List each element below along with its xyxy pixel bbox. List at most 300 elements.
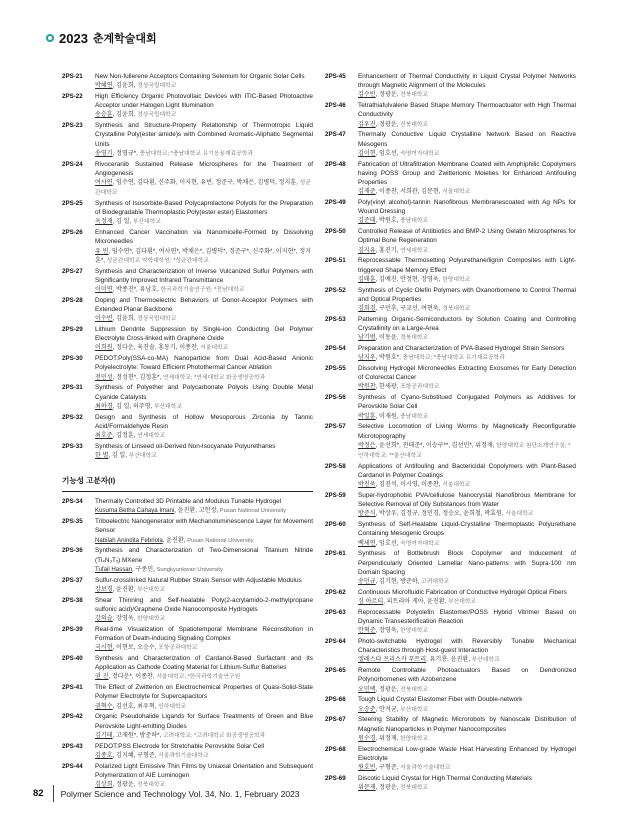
coauthors: , 박종진*, 유남호,: [112, 286, 161, 294]
abstract-authors: [95, 217, 313, 227]
coauthors: , 피트리아 게아, 윤진환,: [383, 598, 449, 606]
first-author: 이희원: [95, 344, 113, 352]
affiliation: 전북대학교: [400, 686, 429, 693]
coauthors: , 한세광,: [375, 383, 401, 391]
abstract-number: 2PS-43: [62, 742, 83, 750]
first-author: 김상희: [95, 781, 113, 789]
abstract-body: [95, 442, 313, 461]
coauthors: , 홍진기,: [375, 246, 401, 254]
affiliation: 포항공과대학교: [158, 645, 198, 652]
abstract-number: 2PS-22: [62, 93, 83, 100]
abstract-body: [358, 160, 576, 198]
abstract-body: [358, 198, 576, 227]
first-author: 원수경: [358, 734, 376, 742]
abstract-authors: [95, 81, 313, 91]
abstract-number: 2PS-25: [62, 200, 83, 208]
abstract-number: 2PS-31: [62, 384, 83, 392]
abstract-entry: [62, 413, 313, 442]
abstract-title: Discotic Liquid Crystal for High Thermal Conducting Materials: [358, 774, 532, 782]
coauthors: , 임호선,: [375, 539, 401, 547]
first-author: 김이현: [358, 149, 376, 157]
first-author: 김재준: [358, 188, 376, 196]
abstract-number: 2PS-44: [62, 762, 83, 770]
abstract-body: [358, 72, 576, 101]
coauthors: , 박원호*,: [375, 354, 403, 362]
coauthors: , 정다운, 육진솔, 홍동기, 이종찬,: [112, 344, 201, 352]
abstract-authors: [95, 585, 313, 595]
abstract-number: 2PS-55: [325, 365, 346, 373]
abstract-number: 2PS-67: [325, 716, 346, 724]
coauthors: , 장영욱,: [112, 615, 138, 623]
abstract-authors: [358, 763, 576, 773]
footer-divider: [53, 785, 54, 802]
abstract-body: [95, 413, 313, 442]
abstract-body: [358, 666, 576, 695]
abstract-authors: [358, 734, 576, 744]
abstract-title: Real-time Visualization of Spatiotemporal Membrane Reconstitution in Formation of Death-inducing Signaling Complex: [95, 625, 313, 643]
abstract-authors: [358, 783, 576, 793]
abstract-body: [358, 520, 576, 549]
first-author: 송승훈: [95, 111, 113, 119]
abstract-authors: [358, 275, 576, 285]
abstract-authors: [95, 731, 313, 741]
affiliation: 경북대학교: [400, 335, 429, 342]
abstract-entry: [325, 608, 576, 637]
abstract-entry: [62, 742, 313, 761]
abstract-authors: [358, 304, 576, 314]
coauthors: , 임수연*, 김다훤*, 여사연*, 박채은*, 김병덕*, 정준구*, 신주화*, 이지현*, 정지훈*,: [95, 247, 311, 264]
affiliation: 서울과학기술대학교: [158, 752, 209, 759]
abstract-number: 2PS-26: [62, 229, 83, 237]
abstract-number: 2PS-36: [62, 547, 83, 555]
coauthors: , 정광운,: [375, 91, 401, 99]
affiliation: 연세대학교: [400, 247, 429, 254]
abstract-authors: [95, 565, 313, 575]
abstract-title: The Effect of Zwitterion on Electrochemical Properties of Quasi-Solid-State Polymer Electrolyte for Supercapacitors: [95, 684, 313, 701]
abstract-authors: [95, 247, 313, 266]
abstract-authors: [95, 110, 313, 120]
abstract-number: 2PS-50: [325, 228, 346, 236]
abstract-number: 2PS-59: [325, 492, 346, 500]
abstract-body: [358, 491, 576, 520]
abstract-body: [95, 683, 313, 712]
affiliation: 경상국립대학교: [137, 316, 177, 323]
first-author: 유 빈: [95, 247, 109, 255]
abstract-authors: [95, 431, 313, 441]
affiliation: 숙명여자대학교: [400, 540, 440, 547]
abstract-number: 2PS-32: [62, 413, 83, 421]
coauthors: , 김선호, 최우혁,: [112, 702, 159, 710]
abstract-number: 2PS-23: [62, 122, 83, 130]
abstract-number: 2PS-60: [325, 521, 346, 529]
abstract-entry: [62, 625, 313, 654]
coauthors: , 윤선희*, 전태준*, 이승구**, 김선민*, 위정재,: [375, 441, 497, 449]
abstract-number: 2PS-47: [325, 131, 346, 139]
abstract-title: Selective Locomotion of Living Worms by Magnetically Reconfigurable Microtopography: [358, 423, 576, 440]
abstract-body: [95, 228, 313, 266]
affiliation: Sungkyunkwan University: [156, 566, 223, 573]
coauthors: , 구형준,: [375, 764, 401, 772]
page-footer: [33, 785, 300, 802]
first-author: 여사연: [95, 179, 113, 187]
first-author: Kusuma Betha Cahaya Imani: [95, 507, 175, 515]
abstract-entry: [62, 72, 313, 91]
abstract-authors: [358, 577, 576, 587]
abstract-number: 2PS-51: [325, 257, 346, 265]
abstract-number: 2PS-24: [62, 160, 83, 168]
abstract-entry: [62, 442, 313, 461]
coauthors: , 김 일,: [108, 452, 129, 460]
abstract-title: Remote Controllable Photoactuators Based on Dendronized Polynorbornenes with Azobenzene: [358, 667, 576, 684]
affiliation: 서울대학교: [442, 482, 471, 489]
abstract-number: 2PS-62: [325, 588, 346, 596]
coauthors: , 윤진환, 고언정,: [174, 507, 220, 515]
affiliation: Pusan National University: [187, 537, 254, 544]
abstract-authors: [358, 626, 576, 636]
affiliation: 경상국립대학교: [137, 112, 177, 119]
abstract-body: [358, 344, 576, 363]
abstract-title: Poly(vinyl alcohol)-tannin Nanofibrous Membranescoated with Ag NPs for Wound Dressing: [358, 199, 576, 216]
abstract-authors: [358, 597, 576, 607]
first-author: 박진욱: [358, 481, 376, 489]
header-year: 2023: [59, 30, 88, 46]
abstract-body: [95, 576, 313, 595]
abstract-number: 2PS-63: [325, 608, 346, 616]
first-author: 김종호: [95, 751, 113, 759]
abstract-title: Lithium Dendrite Suppression by Single-ion Conducting Gel Polymer Electrolyte Cross-linked with Graphene Oxide: [95, 326, 313, 343]
abstract-number: 2PS-54: [325, 345, 346, 353]
abstract-authors: [95, 373, 313, 383]
coauthors: , 김진석, 이시영, 이종찬,: [375, 481, 443, 489]
first-author: 권혁수: [95, 702, 113, 710]
first-author: 남지우: [358, 354, 376, 362]
abstract-entry: [62, 576, 313, 595]
abstract-authors: [95, 451, 313, 461]
abstract-title: Controlled Release of Antibiotics and BMP-2 Using Gelatin Microspheres for Optimal Bone Regeneration: [358, 228, 576, 245]
coauthors: , 이재원,: [375, 412, 401, 420]
abstract-title: Applications of Antifouling and Bactericidal Copolymers with Plant-Based Cardanol in Polymer Coatings: [358, 462, 576, 480]
abstract-authors: [358, 705, 576, 715]
abstract-title: Synthesis and Characterization of Inverse Vulcanized Sulfur Polymers with Significantly Improved Infrared Transmittance: [95, 267, 313, 284]
abstract-body: [95, 596, 313, 625]
abstract-body: [358, 588, 576, 607]
journal-title: Polymer Science and Technology Vol. 34, No. 1, February 2023: [60, 788, 300, 799]
abstract-title: Enhanced Cancer Vaccination via Nanomicelle-Formed by Dissolving Microneedles: [95, 229, 313, 246]
abstract-number: 2PS-61: [325, 550, 346, 558]
section-header: [62, 470, 313, 492]
abstract-number: 2PS-39: [62, 625, 83, 633]
abstract-number: 2PS-53: [325, 315, 346, 323]
abstract-entry: [325, 227, 576, 256]
abstract-body: [95, 267, 313, 296]
abstract-body: [95, 199, 313, 228]
first-author: Tufail Hassan: [95, 565, 133, 573]
first-author: 이수빈: [95, 315, 113, 323]
coauthors: , 김정훈,: [112, 432, 138, 440]
abstract-entry: [62, 325, 313, 354]
abstract-authors: [95, 178, 313, 198]
abstract-body: [358, 227, 576, 256]
affiliation: 한양대학교: [400, 628, 429, 635]
abstract-body: [95, 296, 313, 325]
abstract-title: Synthesis of Self-Healable Liquid-Crystalline Thermoplastic Polyurethane Containing Mesogenic Groups: [358, 521, 576, 538]
abstract-authors: [358, 539, 576, 549]
abstract-number: 2PS-33: [62, 442, 83, 450]
coauthors: , 박상우, 김정규, 정민경, 정승오, 윤희철, 곽효원,: [375, 510, 506, 518]
first-author: 위문재: [358, 784, 376, 792]
abstract-authors: [358, 509, 576, 519]
coauthors: , 박원호,: [375, 217, 401, 225]
affiliation: 서울대학교: [505, 511, 534, 518]
affiliation: 부산대학교: [153, 403, 182, 410]
affiliation: 부산대학교: [128, 453, 157, 460]
abstract-body: [358, 286, 576, 315]
abstract-title: Triboelectric Nanogenerator with Mechanoluminescence Layer for Movement Sensor: [95, 518, 313, 535]
abstract-entry: [325, 520, 576, 549]
abstract-entry: [325, 666, 576, 695]
abstract-body: [95, 742, 313, 761]
affiliation: 서울대학교: [442, 189, 471, 196]
abstract-entry: [62, 383, 313, 412]
abstract-body: [95, 654, 313, 683]
abstract-entry: [325, 774, 576, 793]
affiliation: Pusan National University: [219, 508, 287, 515]
first-author: 이미연: [95, 286, 113, 294]
abstract-body: [95, 92, 313, 121]
first-author: 오민택: [358, 685, 376, 693]
first-author: 오승준: [358, 705, 376, 713]
affiliation: 부산대학교: [471, 657, 500, 664]
abstract-body: [358, 422, 576, 461]
abstract-entry: [62, 354, 313, 383]
abstract-entry: [62, 160, 313, 199]
abstract-number: 2PS-66: [325, 696, 346, 704]
coauthors: , 임수연, 김다훤, 신주화, 이지현, 유빈, 정준구, 박채은, 김병덕, 정지훈,: [112, 179, 300, 187]
abstract-number: 2PS-30: [62, 355, 83, 363]
affiliation: 서울대학교: [200, 345, 229, 352]
abstract-authors: [358, 353, 576, 363]
first-author: 강보경: [95, 585, 113, 593]
abstract-authors: [358, 382, 576, 392]
abstract-title: Synthesis and Characterization of Cardanol-Based Surfactant and Its Application as Cathode Coating Material for Lithium-Sulfur Batteries: [95, 655, 313, 672]
abstract-entry: [62, 596, 313, 625]
abstract-body: [95, 121, 313, 159]
coauthors: , 김기현, 방준하,: [375, 578, 422, 586]
first-author: 박혜연: [95, 82, 113, 90]
abstract-number: 2PS-64: [325, 638, 346, 646]
coauthors: , 안석균,: [375, 705, 401, 713]
first-author: 김기태: [95, 731, 113, 739]
abstract-entry: [325, 286, 576, 315]
abstract-title: PEDOT:Poly(SSA-co-MA) Nanoparticle from Dual Acid-Based Anionic Polyelectrolyte: Toward Efficient Photothermal Cancer Ablation: [95, 355, 313, 372]
abstract-authors: [358, 333, 576, 343]
abstract-number: 2PS-69: [325, 774, 346, 782]
abstract-title: Continuous Microfluidic Fabrication of Conductive Hydrogel Optical Fibers: [358, 588, 567, 596]
column-right: [325, 72, 576, 794]
abstract-body: [358, 774, 576, 793]
abstract-authors: [358, 685, 576, 695]
abstract-title: PEDOT:PSS Electrode for Stretchable Perovskite Solar Cell: [95, 742, 265, 750]
abstract-entry: [62, 683, 313, 712]
abstract-authors: [95, 149, 313, 159]
abstract-authors: [95, 643, 313, 653]
coauthors: , 김윤희,: [112, 315, 138, 323]
first-author: 송영기: [95, 149, 113, 157]
abstract-entry: [62, 199, 313, 228]
first-author: 남기범: [358, 334, 376, 342]
abstract-body: [358, 637, 576, 666]
first-author: 백세연: [358, 539, 376, 547]
abstract-authors: [358, 480, 576, 490]
affiliation: 한양대학교: [137, 616, 166, 623]
coauthors: , 정성현*, 김정훈*,: [112, 373, 163, 381]
abstract-entry: [62, 92, 313, 121]
first-author: 김지유: [358, 246, 376, 254]
affiliation: 충남대학교; *충남대학교 유기응용재료공학과: [139, 150, 253, 157]
abstract-title: High Efficiency Organic Photovoltaic Devices with ITIC-Based Photoactive Acceptor under Halogen Light Illumination: [95, 93, 313, 110]
first-author: 안혁준: [358, 627, 376, 635]
coauthors: , 윤진환,: [162, 536, 188, 544]
coauthors: , 윤진환,: [112, 585, 138, 593]
abstract-entry: [325, 462, 576, 491]
coauthors: , 정광운,: [375, 120, 401, 128]
abstract-title: Rivoceranib Sustained Release Microspheres for the Treatment of Angiogenesis: [95, 160, 313, 177]
first-author: Nabilah Anindita Febriola: [95, 536, 163, 544]
first-author: 싱 아르티: [358, 598, 384, 606]
abstract-entry: [325, 637, 576, 666]
abstract-body: [358, 256, 576, 285]
abstract-entry: [325, 198, 576, 227]
abstract-entry: [325, 315, 576, 344]
abstract-body: [95, 517, 313, 546]
abstract-entry: [325, 491, 576, 520]
affiliation: 충남대학교; *충남대학교 유기재료공학과: [402, 355, 505, 362]
first-author: 전민성: [95, 373, 113, 381]
abstract-number: 2PS-21: [62, 73, 83, 80]
abstract-entry: [62, 546, 313, 575]
abstract-entry: [325, 549, 576, 587]
abstract-body: [358, 715, 576, 744]
abstract-number: 2PS-35: [62, 518, 83, 526]
coauthors: , 이동윤,: [375, 334, 401, 342]
abstract-title: Polarized Light Emissive Thin Films by Uniaxial Orientation and Subsequent Polymerization of AIE Luminogen: [95, 762, 313, 779]
abstract-entry: [62, 121, 313, 159]
abstract-number: 2PS-28: [62, 296, 83, 304]
affiliation: 부산대학교: [132, 219, 161, 226]
affiliation: 부산대학교: [448, 599, 477, 606]
abstract-title: Doping and Thermoelectric Behaviors of Donor-Acceptor Polymers with Extended Planar Backbone: [95, 296, 313, 314]
abstract-body: [95, 546, 313, 575]
abstract-number: 2PS-42: [62, 713, 83, 721]
abstract-title: Thermally Controlled 3D Printable and Modulus Tunable Hydrogel: [95, 498, 282, 506]
coauthors: , 김예진, 안정현, 장영욱,: [375, 275, 443, 283]
first-author: 박정은: [358, 441, 376, 449]
program-columns: [62, 72, 576, 794]
affiliation: 전북대학교: [137, 782, 166, 789]
coauthors: , 정영규*,: [112, 149, 140, 157]
abstract-title: Synthesis of Polyether and Polycarbonate Polyols Using Double Metal Cyanide Catalysts: [95, 384, 313, 401]
abstract-title: Reprocessable Polyolefin Elastomer/POSS Hybrid Vitrimer Based on Dynamic Transesterification Reaction: [358, 608, 576, 626]
bullet-icon: [46, 34, 54, 42]
abstract-title: Synthesis of Bottlebrush Block Copolymer and Inducement of Perpendicularly Oriented Lamellar Nano-patterns with Supra-100 nm Domain Spacing: [358, 550, 576, 576]
abstract-authors: [95, 402, 313, 412]
abstract-title: Steering Stability of Magnetic Microrobots by Nanoscale Distribution of Magnetic Nanoparticles in Polymer Nanocomposites: [358, 716, 576, 733]
coauthors: , 정광운,: [112, 781, 138, 789]
abstract-body: [358, 695, 576, 714]
abstract-title: Sulfur-crosslinked Natural Rubber Strain Sensor with Adjustable Modulus: [95, 576, 302, 584]
abstract-authors: [95, 614, 313, 624]
abstract-title: Synthesis and Characterization of Two-Dimensional Titanium Nitride (Ti₄N₃Tₓ) MXene: [95, 547, 313, 564]
coauthors: , 김 일, 허주영,: [112, 402, 154, 410]
first-author: 옥정재: [95, 218, 113, 226]
abstract-entry: [62, 497, 313, 516]
abstract-authors: [95, 285, 313, 295]
page-title: 춘계학술대회: [92, 33, 157, 45]
abstract-entry: [325, 393, 576, 422]
coauthors: , 정다운*, 이종찬,: [108, 673, 157, 681]
abstract-number: 2PS-68: [325, 745, 346, 753]
abstract-number: 2PS-49: [325, 199, 346, 207]
abstract-entry: [325, 588, 576, 607]
coauthors: , 김지혜, 구형준,: [112, 751, 159, 759]
abstract-title: Enhancement of Thermal Conductivity in Liquid Crystal Polymer Networks through Magnetic Alignment of the Molecules: [358, 73, 576, 90]
abstract-entry: [62, 712, 313, 741]
abstract-number: 2PS-41: [62, 684, 83, 692]
abstract-body: [95, 160, 313, 199]
abstract-title: Synthesis and Structure-Property Relationship of Thermotropic Liquid Crystalline Poly(ester amide)s with Combined Aromatic-Aliphatic Segmental Units: [95, 122, 313, 148]
coauthors: , 구민후, 구교선, 여현욱,: [375, 305, 443, 313]
abstract-title: Tetrathiafulvalene Based Shape Memory Thermoactuator with High Thermal Conductivity: [358, 102, 576, 119]
affiliation: 서울과학기술대학교: [400, 765, 451, 772]
abstract-entry: [325, 745, 576, 774]
coauthors: , 고재원*, 방준하*,: [112, 731, 163, 739]
abstract-title: Design and Synthesis of Hollow Mesoporous Zirconia by Tannic Acid/Formaldehyde Resin: [95, 413, 313, 430]
abstract-title: Preparation and Characterization of PVA-Based Hydrogel Strain Sensors: [358, 345, 565, 353]
abstract-title: Thermally Conductive Liquid Crystalline Network Based on Reactive Mesogens: [358, 131, 576, 148]
abstract-entry: [325, 130, 576, 159]
abstract-title: Synthesis of Cyano-Substitued Conjugated Polymers as Additives for Perovskite Solar Cell: [358, 394, 576, 411]
abstract-authors: [95, 751, 313, 761]
first-author: 송민규: [358, 578, 376, 586]
abstract-entry: [325, 364, 576, 393]
affiliation: 한양대학교: [400, 735, 429, 742]
abstract-number: 2PS-40: [62, 655, 83, 663]
abstract-entry: [325, 256, 576, 285]
abstract-entry: [325, 344, 576, 363]
abstract-entry: [62, 654, 313, 683]
abstract-title: Tough Liquid Crystal Elastomer Fiber with Double-network: [358, 696, 523, 704]
coauthors: , 장영욱,: [375, 627, 401, 635]
abstract-number: 2PS-38: [62, 596, 83, 604]
abstract-authors: [358, 120, 576, 130]
abstract-body: [95, 625, 313, 654]
coauthors: , 정광운,: [375, 685, 401, 693]
first-author: 최호준: [95, 432, 113, 440]
abstract-authors: [358, 412, 576, 422]
abstract-body: [358, 101, 576, 130]
affiliation: 충남대학교: [400, 413, 429, 420]
abstract-title: Super-hydrophobic PVA/cellulose Nanocrystal Nanofibrous Membrane for Selective Removal of Oily Substances from Water: [358, 492, 576, 509]
abstract-authors: [95, 506, 313, 516]
abstract-title: Reprocessable Thermosetting Polyurethane/lignin Composites with Light-triggered Shape Memory Effect: [358, 257, 576, 274]
abstract-entry: [325, 101, 576, 130]
page-number: 82: [33, 788, 44, 799]
abstract-authors: [358, 187, 576, 197]
abstract-entry: [62, 228, 313, 266]
first-author: 방준식: [358, 510, 376, 518]
affiliation: 고려대학교: [421, 579, 450, 586]
first-author: 국시현: [95, 644, 113, 652]
